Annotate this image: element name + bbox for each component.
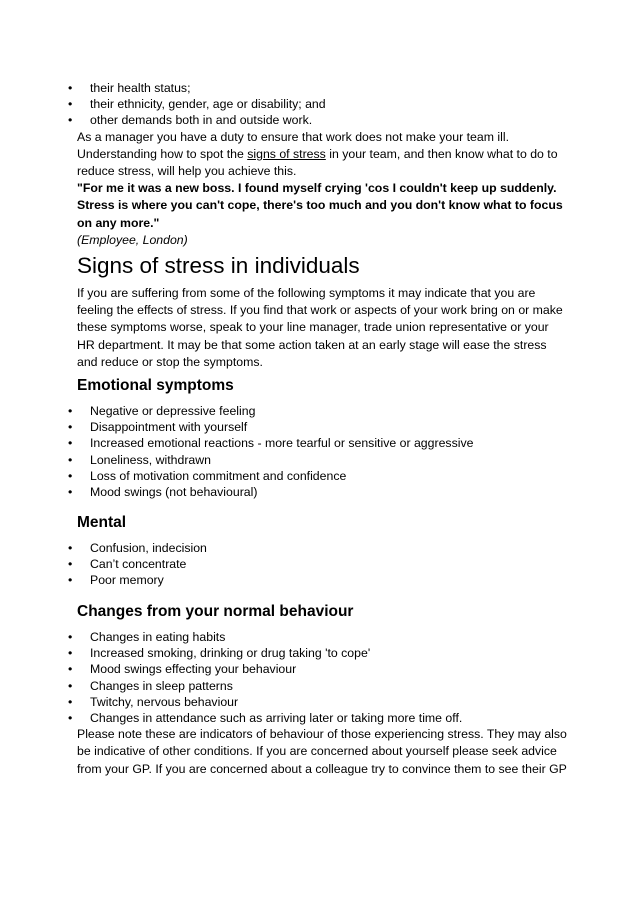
list-item: • Increased smoking, drinking or drug taking 'to cope' — [0, 645, 567, 661]
section-title: Signs of stress in individuals — [77, 253, 360, 278]
list-item: • Changes in attendance such as arriving later or taking more time off. — [0, 710, 567, 726]
list-item: • other demands both in and outside work. — [0, 112, 577, 128]
list-item: • Twitchy, nervous behaviour — [0, 694, 567, 710]
behaviour-heading: Changes from your normal behaviour — [77, 603, 354, 620]
list-item: • their ethnicity, gender, age or disability; and — [0, 96, 577, 112]
list-item: • Changes in sleep patterns — [0, 678, 567, 694]
mental-heading: Mental — [77, 514, 127, 531]
behaviour-block — [0, 629, 567, 778]
emotional-symptoms-list — [0, 403, 473, 500]
manager-text-end: in your team, and then know what to do to reduce stress, will help you achieve this. — [77, 146, 558, 179]
list-item: • Increased emotional reactions - more tearful or sensitive or aggressive — [0, 435, 473, 451]
list-item: • Poor memory — [0, 572, 207, 588]
list-item: • Mood swings effecting your behaviour — [0, 661, 567, 677]
list-item: • Loss of motivation commitment and confidence — [0, 468, 473, 484]
section-intro-paragraph: If you are suffering from some of the following symptoms it may indicate that you are feeling the effects of stress. If you find that work or aspects of your work bring on or make these symptoms worse, speak to your line manager, trade union representative or your HR department. It may be that some action taken at an early stage will ease the stress and reduce or stop the symptoms. — [77, 286, 563, 369]
intro-block — [0, 80, 577, 249]
list-item: • Confusion, indecision — [0, 540, 207, 556]
manager-paragraph — [0, 129, 567, 181]
list-item: • Loneliness, withdrawn — [0, 452, 473, 468]
manager-text-start: As a manager you have a duty to ensure that work does not make your team ill. Understanding how to spot the — [77, 129, 509, 161]
list-item: • Mood swings (not behavioural) — [0, 484, 473, 500]
quote-attribution: (Employee, London) — [77, 232, 188, 247]
emotional-symptoms-heading: Emotional symptoms — [77, 377, 234, 394]
signs-of-stress-link[interactable]: signs of stress — [247, 146, 326, 161]
employee-quote: "For me it was a new boss. I found myself crying 'cos I couldn't keep up suddenly. Stress is where you can't cope, there's too much and you don't know what to focus on any more." — [77, 181, 563, 230]
list-item: • Negative or depressive feeling — [0, 403, 473, 419]
list-item: • Changes in eating habits — [0, 629, 567, 645]
mental-list — [0, 540, 207, 589]
behaviour-note: Please note these are indicators of behaviour of those experiencing stress. They may also be indicative of other conditions. If you are concerned about yourself please seek advice from your GP. If you are concerned about a colleague try to convince them to see their GP — [77, 727, 567, 776]
intro-bullet-list — [0, 80, 577, 129]
list-item: • their health status; — [0, 80, 577, 96]
behaviour-list — [0, 629, 567, 726]
list-item: • Can’t concentrate — [0, 556, 207, 572]
list-item: • Disappointment with yourself — [0, 419, 473, 435]
